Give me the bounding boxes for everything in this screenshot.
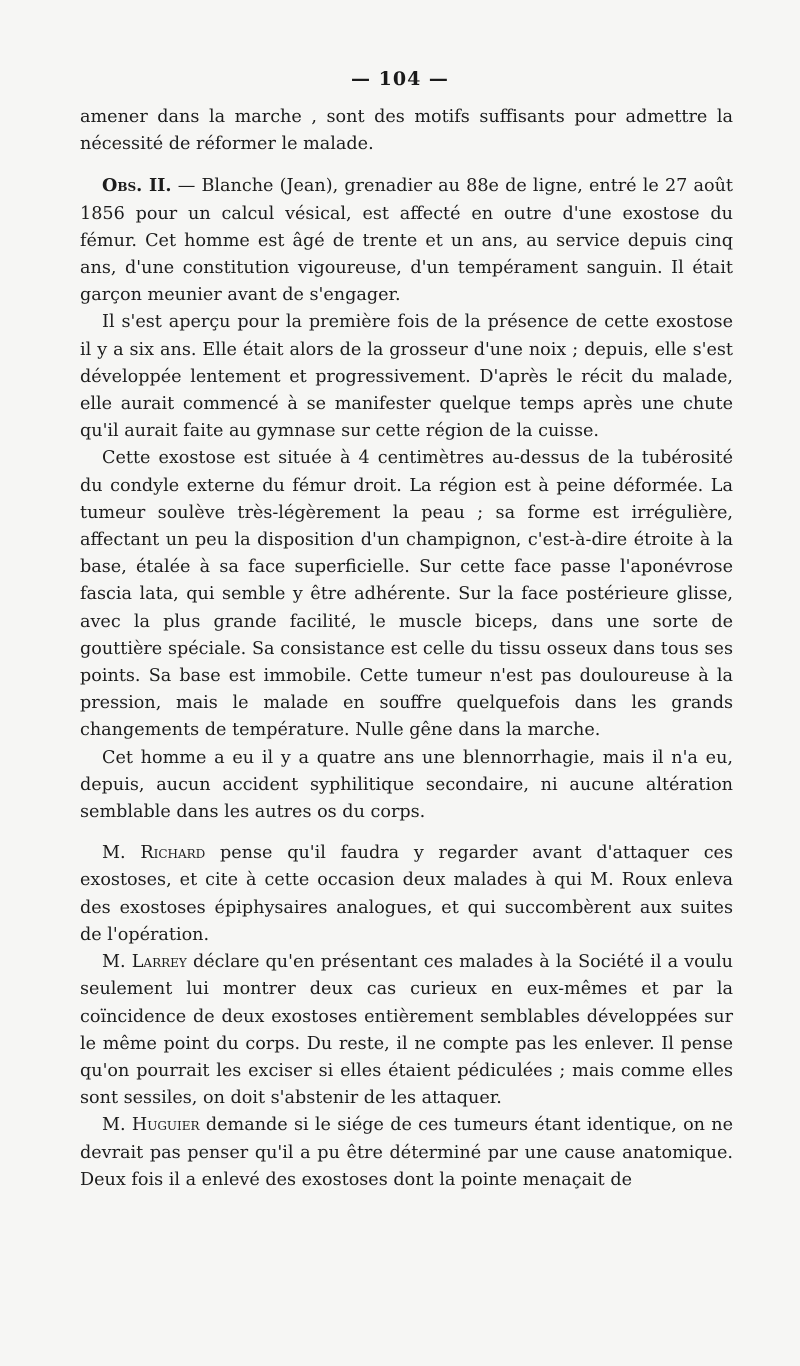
paragraph-richard <box>80 840 733 949</box>
speaker-richard: M. Richard <box>102 843 206 864</box>
paragraph-antecedents: Cet homme a eu il y a quatre ans une blennorrhagie, mais il n'a eu, depuis, aucun accident syphilitique secondaire, ni aucune altération semblable dans les autres os du corps. <box>80 747 733 823</box>
paragraph-huguier <box>80 1112 733 1194</box>
body-text <box>80 104 733 1194</box>
paragraph-observation-heading <box>80 172 733 309</box>
observation-text: — Blanche (Jean), grenadier au 88e de ligne, entré le 27 août 1856 pour un calcul vésical, est affecté en outre d'une exostose du fémur. Cet homme est âgé de trente et un ans, au service depuis cinq ans, d'une constitution vigoureuse, d'un tempérament sanguin. Il était garçon meunier avant de s'engager. <box>80 176 733 306</box>
paragraph-description: Cette exostose est située à 4 centimètres au-dessus de la tubérosité du condyle externe du fémur droit. La région est à peine déformée. La tumeur soulève très-légèrement la peau ; sa forme est irrégulière, affectant un peu la disposition d'un champignon, c'est-à-dire étroite à la base, étalée à sa face superficielle. Sur cette face passe l'aponévrose fascia lata, qui semble y être adhérente. Sur la face postérieure glisse, avec la plus grande facilité, le muscle biceps, dans une sorte de gouttière spéciale. Sa consistance est celle du tissu osseux dans tous ses points. Sa base est immobile. Cette tumeur n'est pas douloureuse à la pression, mais le malade en souffre quelquefois dans les grands changements de température. Nulle gêne dans la marche. <box>80 448 733 741</box>
speaker-larrey: M. Larrey <box>102 952 187 973</box>
larrey-text: déclare qu'en présentant ces malades à la Société il a voulu seulement lui montrer deux cas curieux en eux-mêmes et par la coïncidence de deux exostoses entièrement semblables développées sur le même point du corps. Du reste, il ne compte pas les enlever. Il pense qu'on pourrait les exciser si elles étaient pédiculées ; mais comme elles sont sessiles, on doit s'abstenir de les attaquer. <box>80 952 733 1109</box>
paragraph-larrey <box>80 949 733 1112</box>
observation-label: Obs. II. <box>102 175 172 197</box>
speaker-huguier: M. Huguier <box>102 1115 200 1136</box>
paragraph-continuation: amener dans la marche , sont des motifs suffisants pour admettre la nécessité de réformer le malade. <box>80 107 733 155</box>
huguier-text: demande si le siége de ces tumeurs étant identique, on ne devrait pas penser qu'il a pu être déterminé par une cause anatomique. Deux fois il a enlevé des exostoses dont la pointe menaçait de <box>80 1115 734 1190</box>
paragraph-history: Il s'est aperçu pour la première fois de la présence de cette exostose il y a six ans. Elle était alors de la grosseur d'une noix ; depuis, elle s'est développée lentement et progressivement. D'après le récit du malade, elle aurait commencé à se manifester quelque temps après une chute qu'il aurait faite au gymnase sur cette région de la cuisse. <box>80 312 733 442</box>
page-number: — 104 — <box>351 68 449 90</box>
richard-text: pense qu'il faudra y regarder avant d'attaquer ces exostoses, et cite à cette occasion deux malades à qui M. Roux enleva des exostoses épiphysaires analogues, et qui succombèrent aux suites de l'opération. <box>80 843 733 945</box>
